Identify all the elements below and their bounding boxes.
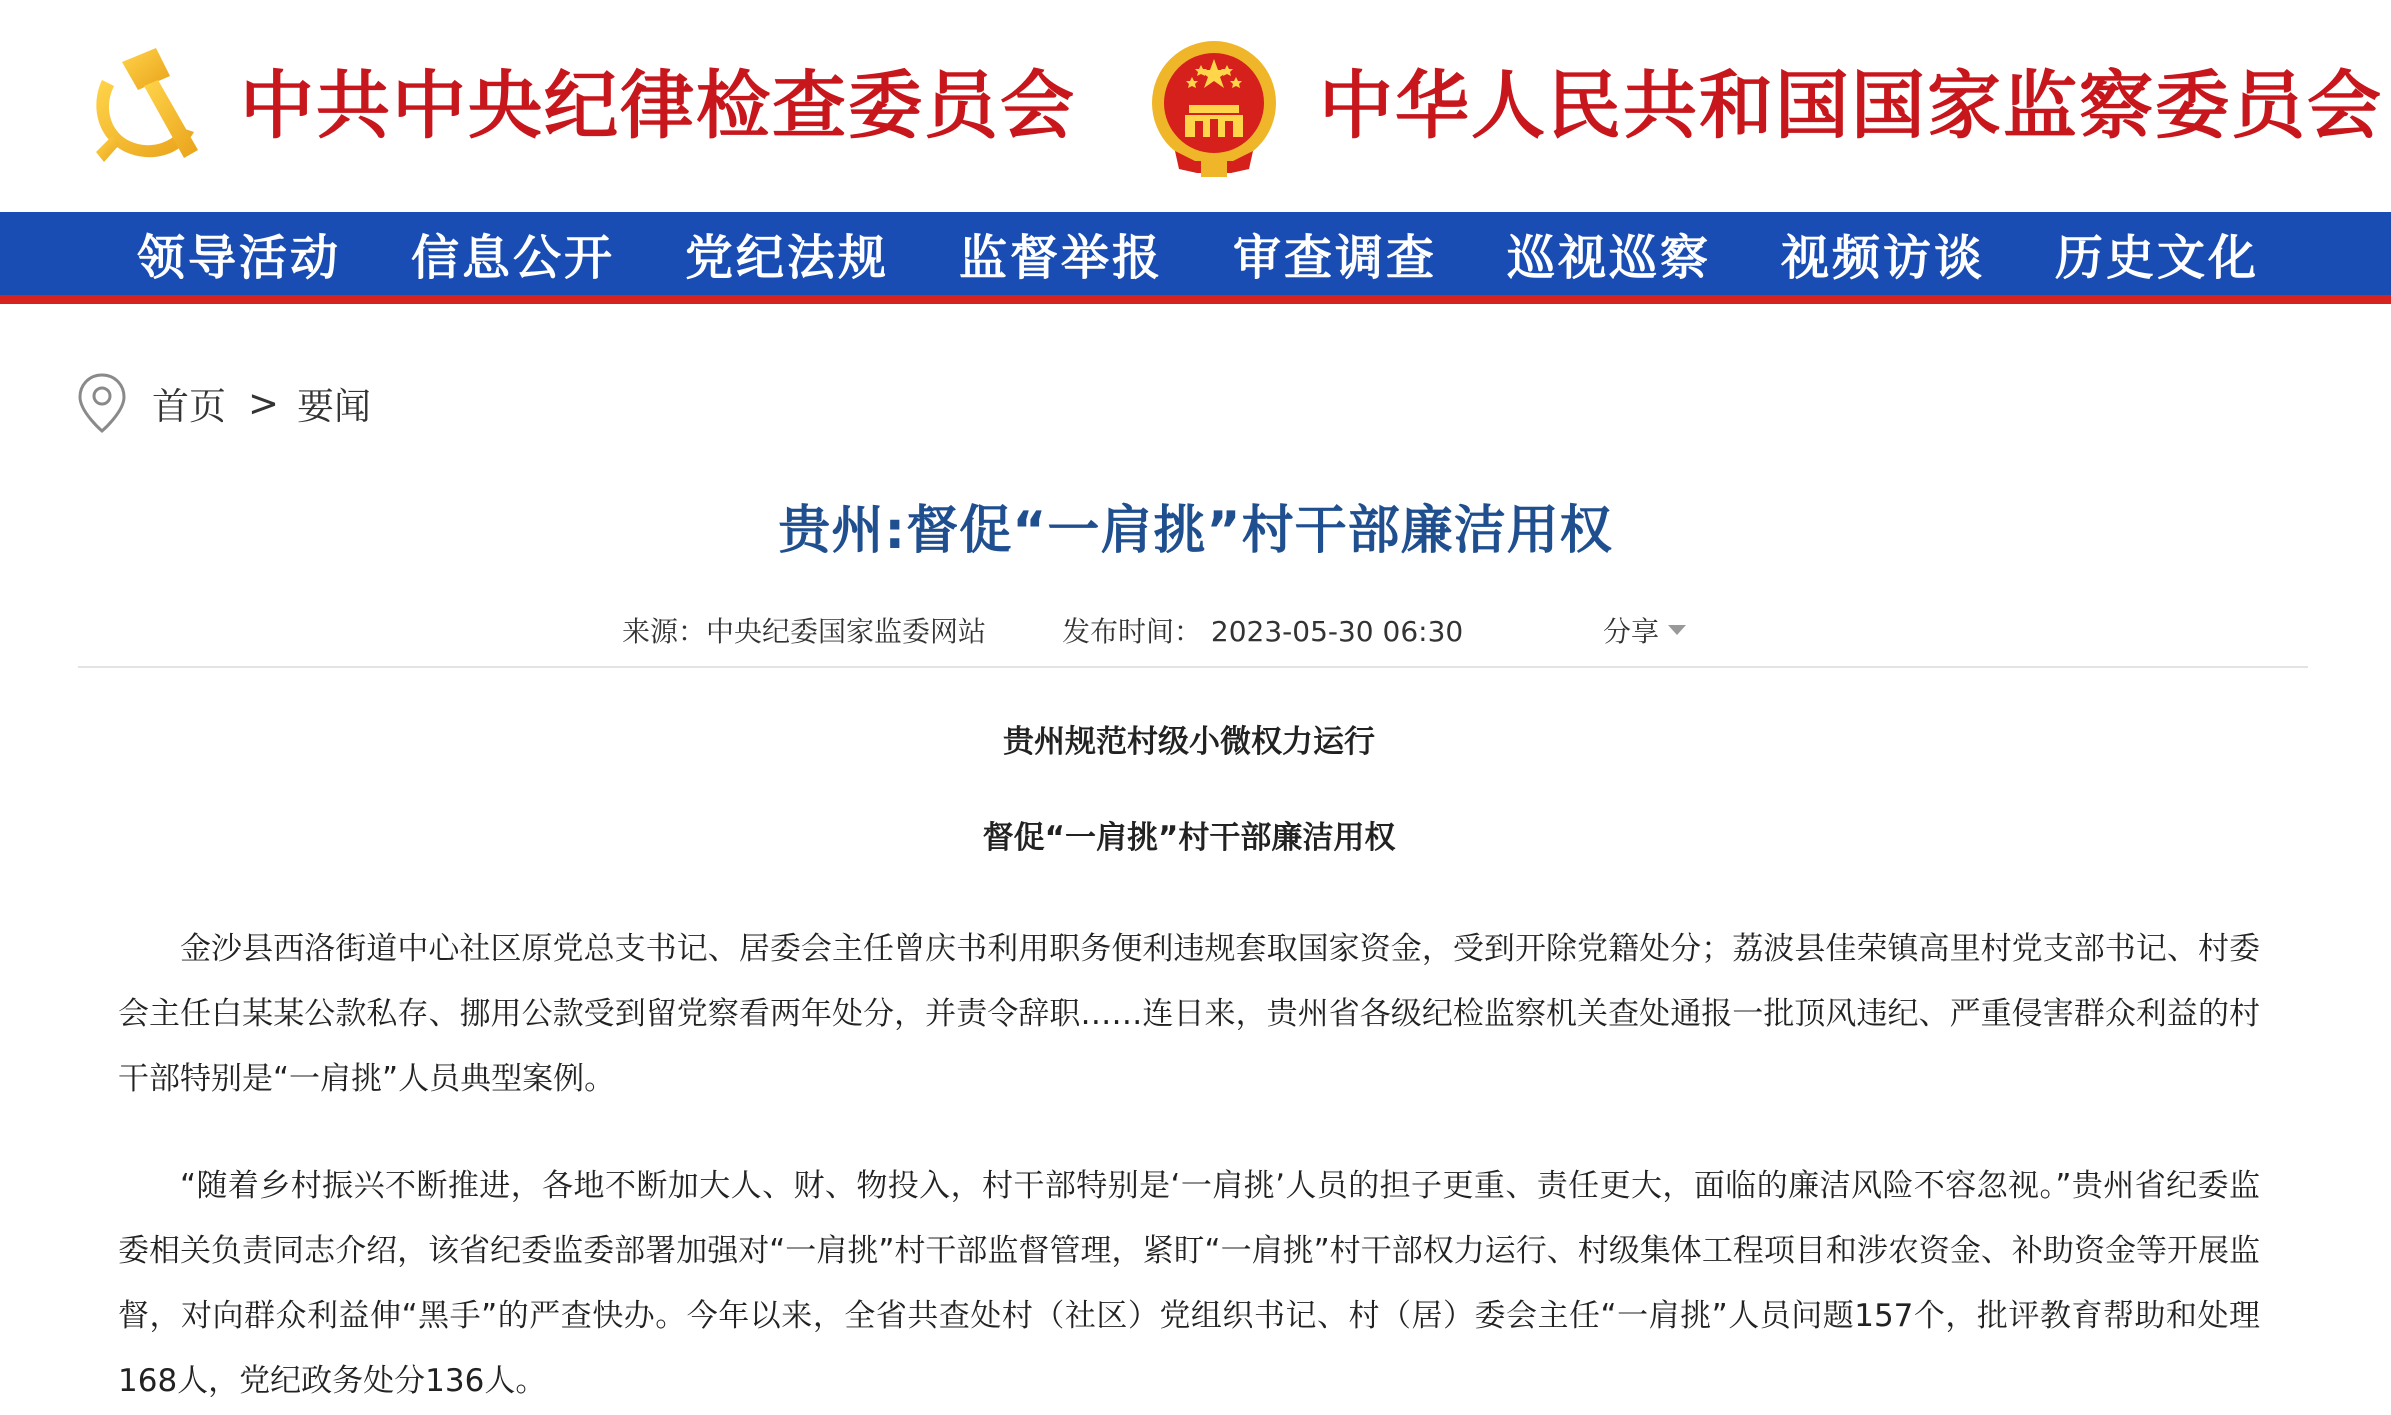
nav-list xyxy=(137,212,2329,295)
ccdi-title: 中共中央纪律检查委员会 xyxy=(240,63,1076,149)
caret-down-icon xyxy=(1667,624,1687,636)
breadcrumb-home-link[interactable]: 首页 xyxy=(152,385,226,428)
nav-item-supervision-report[interactable]: 监督举报 xyxy=(959,230,1164,286)
nav-item-history-culture[interactable]: 历史文化 xyxy=(2055,230,2260,286)
breadcrumb-current-link[interactable]: 要闻 xyxy=(297,385,372,428)
ccdi-brand[interactable] xyxy=(78,0,1076,212)
nav-item-regulations[interactable]: 党纪法规 xyxy=(685,230,890,286)
site-header xyxy=(0,0,2391,212)
article-body xyxy=(118,715,2260,1414)
nsc-brand[interactable] xyxy=(1145,0,2383,212)
nav-item-video-interview[interactable]: 视频访谈 xyxy=(1781,230,1986,286)
nav-item-info-disclosure[interactable]: 信息公开 xyxy=(411,230,616,286)
nav-item-investigation[interactable]: 审查调查 xyxy=(1233,230,1438,286)
national-emblem-icon xyxy=(1145,33,1283,179)
party-emblem-icon xyxy=(78,40,210,172)
location-pin-icon xyxy=(76,372,128,434)
article-paragraph-2: “随着乡村振兴不断推进，各地不断加大人、财、物投入，村干部特别是‘一肩挑’人员的担子更重、责任更大，面临的廉洁风险不容忽视。”贵州省纪委监委相关负责同志介绍，该省纪委监委部署加强对“一肩挑”村干部监督管理，紧盯“一肩挑”村干部权力运行、村级集体工程项目和涉农资金、补助资金等开展监督，对向群众利益伸“黑手”的严查快办。今年以来，全省共查处村（社区）党组织书记、村（居）委会主任“一肩挑”人员问题157个，批评教育帮助和处理168人，党纪政务处分136人。 xyxy=(118,1168,2260,1399)
share-label: 分享 xyxy=(1603,615,1660,648)
article-subhead-1: 贵州规范村级小微权力运行 xyxy=(1003,724,1375,760)
article-subhead-2: 督促“一肩挑”村干部廉洁用权 xyxy=(982,820,1396,856)
nav-item-leadership[interactable]: 领导活动 xyxy=(137,230,342,286)
breadcrumb-separator: > xyxy=(248,381,280,425)
share-dropdown[interactable] xyxy=(1603,610,1687,650)
article-source: 来源：中央纪委国家监委网站 xyxy=(622,615,987,648)
article-paragraph-1: 金沙县西洛街道中心社区原党总支书记、居委会主任曾庆书利用职务便利违规套取国家资金，受到开除党籍处分；荔波县佳荣镇高里村党支部书记、村委会主任白某某公款私存、挪用公款受到留党察看两年处分，并责令辞职……连日来，贵州省各级纪检监察机关查处通报一批顶风违纪、严重侵害群众利益的村干部特别是“一肩挑”人员典型案例。 xyxy=(118,931,2260,1097)
meta-divider xyxy=(78,666,2308,668)
breadcrumb xyxy=(76,372,371,434)
nav-item-inspection[interactable]: 巡视巡察 xyxy=(1507,230,1712,286)
article-publish-time: 发布时间： 2023-05-30 06:30 xyxy=(1062,615,1464,648)
main-nav xyxy=(0,212,2391,304)
article-title: 贵州:督促“一肩挑”村干部廉洁用权 xyxy=(778,501,1613,561)
nsc-title: 中华人民共和国国家监察委员会 xyxy=(1319,63,2383,149)
